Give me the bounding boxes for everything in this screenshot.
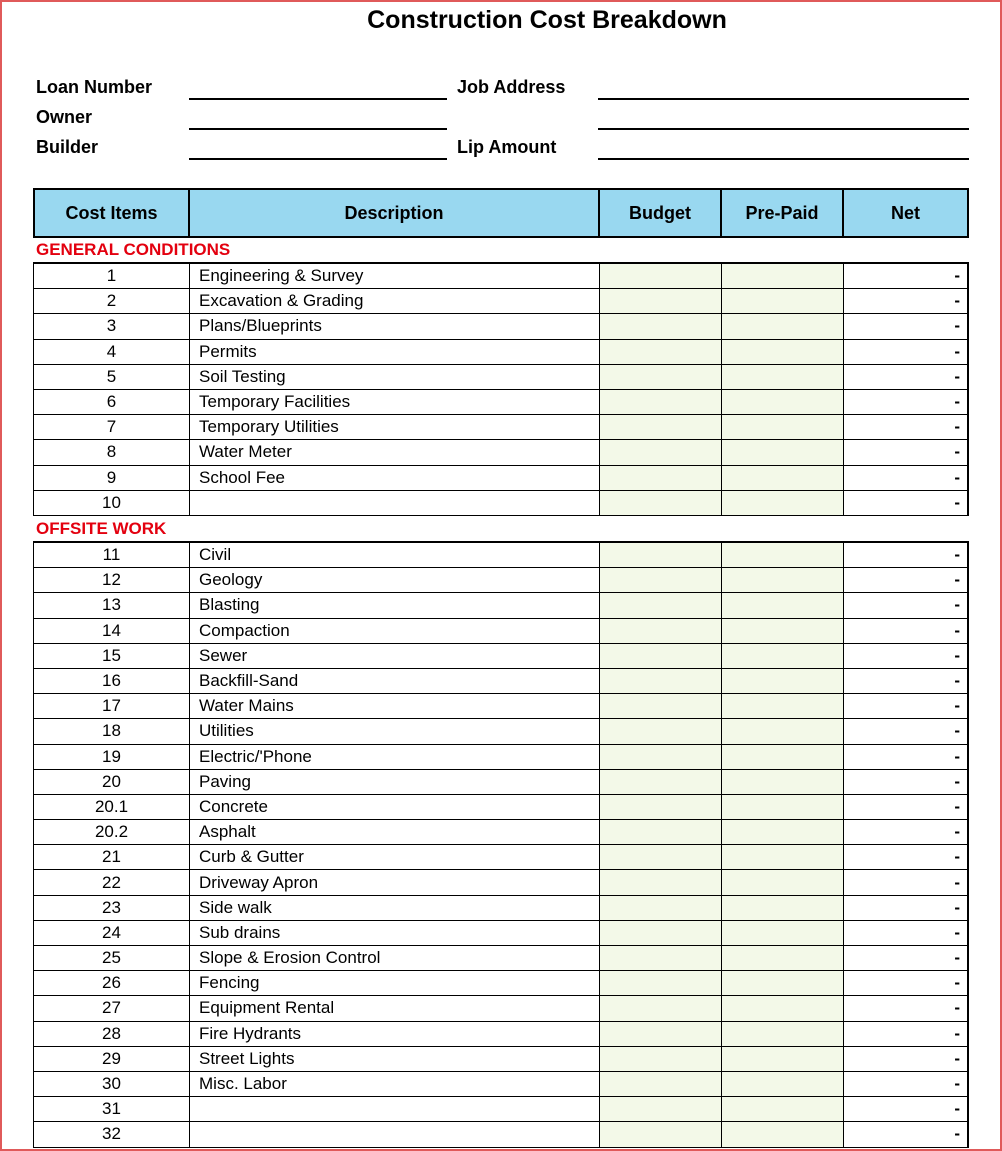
description-cell[interactable] (189, 1097, 599, 1121)
description-cell[interactable]: Water Meter (189, 440, 599, 464)
table-row (33, 1097, 969, 1122)
description-cell[interactable]: Sewer (189, 644, 599, 668)
description-cell[interactable]: Soil Testing (189, 365, 599, 389)
budget-cell[interactable] (599, 921, 721, 945)
cost-item-number: 23 (33, 896, 189, 920)
net-cell: - (843, 996, 969, 1020)
budget-cell[interactable] (599, 1122, 721, 1146)
table-row (33, 971, 969, 996)
net-cell: - (843, 644, 969, 668)
table-row (33, 870, 969, 895)
net-cell: - (843, 390, 969, 414)
budget-cell[interactable] (599, 491, 721, 515)
budget-cell[interactable] (599, 440, 721, 464)
pre-paid-cell[interactable] (721, 1047, 843, 1071)
budget-cell[interactable] (599, 870, 721, 894)
table-row (33, 593, 969, 618)
net-cell: - (843, 1122, 969, 1146)
table-row (33, 921, 969, 946)
table-row (33, 1047, 969, 1072)
description-cell[interactable]: Blasting (189, 593, 599, 617)
cost-item-number: 28 (33, 1022, 189, 1046)
job-address-field[interactable] (598, 98, 969, 100)
pre-paid-cell[interactable] (721, 870, 843, 894)
section-title: GENERAL CONDITIONS (36, 240, 231, 259)
net-cell: - (843, 845, 969, 869)
net-cell: - (843, 491, 969, 515)
lip-amount-label: Lip Amount (457, 137, 557, 157)
table-row (33, 543, 969, 568)
table-row (33, 669, 969, 694)
cost-item-number: 5 (33, 365, 189, 389)
cost-item-number: 8 (33, 440, 189, 464)
budget-cell[interactable] (599, 845, 721, 869)
description-cell[interactable]: Plans/Blueprints (189, 314, 599, 338)
cost-item-number: 10 (33, 491, 189, 515)
net-cell: - (843, 770, 969, 794)
col-pre-paid: Pre-Paid (720, 188, 844, 238)
table-row (33, 946, 969, 971)
budget-cell[interactable] (599, 466, 721, 490)
net-cell: - (843, 568, 969, 592)
cost-item-number: 18 (33, 719, 189, 743)
owner-label: Owner (36, 107, 93, 127)
pre-paid-cell[interactable] (721, 1122, 843, 1146)
description-cell[interactable]: Engineering & Survey (189, 264, 599, 288)
description-cell[interactable]: Backfill-Sand (189, 669, 599, 693)
pre-paid-cell[interactable] (721, 795, 843, 819)
budget-cell[interactable] (599, 390, 721, 414)
pre-paid-cell[interactable] (721, 719, 843, 743)
pre-paid-cell[interactable] (721, 543, 843, 567)
description-cell[interactable]: Street Lights (189, 1047, 599, 1071)
table-row (33, 770, 969, 795)
cost-item-number: 9 (33, 466, 189, 490)
description-cell[interactable]: Misc. Labor (189, 1072, 599, 1096)
pre-paid-cell[interactable] (721, 314, 843, 338)
net-cell: - (843, 593, 969, 617)
budget-cell[interactable] (599, 340, 721, 364)
net-cell: - (843, 669, 969, 693)
net-cell: - (843, 921, 969, 945)
net-cell: - (843, 795, 969, 819)
cost-item-number: 14 (33, 619, 189, 643)
description-cell[interactable]: Equipment Rental (189, 996, 599, 1020)
cost-item-number: 31 (33, 1097, 189, 1121)
offsite-work-table (33, 541, 969, 1148)
description-cell[interactable]: Fire Hydrants (189, 1022, 599, 1046)
pre-paid-cell[interactable] (721, 340, 843, 364)
pre-paid-cell[interactable] (721, 745, 843, 769)
col-cost-items: Cost Items (33, 188, 190, 238)
table-row (33, 264, 969, 289)
pre-paid-cell[interactable] (721, 971, 843, 995)
budget-cell[interactable] (599, 415, 721, 439)
description-cell[interactable]: Electric/'Phone (189, 745, 599, 769)
pre-paid-cell[interactable] (721, 491, 843, 515)
description-cell[interactable]: Water Mains (189, 694, 599, 718)
description-cell[interactable]: Side walk (189, 896, 599, 920)
pre-paid-cell[interactable] (721, 946, 843, 970)
pre-paid-cell[interactable] (721, 896, 843, 920)
budget-cell[interactable] (599, 1097, 721, 1121)
pre-paid-cell[interactable] (721, 669, 843, 693)
page-title: Construction Cost Breakdown (367, 6, 727, 34)
budget-cell[interactable] (599, 694, 721, 718)
cost-item-number: 20.2 (33, 820, 189, 844)
section-title: OFFSITE WORK (36, 519, 167, 538)
pre-paid-cell[interactable] (721, 289, 843, 313)
pre-paid-cell[interactable] (721, 1072, 843, 1096)
table-row (33, 289, 969, 314)
cost-item-number: 30 (33, 1072, 189, 1096)
table-row (33, 340, 969, 365)
pre-paid-cell[interactable] (721, 568, 843, 592)
description-cell[interactable]: Compaction (189, 619, 599, 643)
table-row (33, 390, 969, 415)
pre-paid-cell[interactable] (721, 644, 843, 668)
net-cell: - (843, 264, 969, 288)
budget-cell[interactable] (599, 314, 721, 338)
cost-item-number: 2 (33, 289, 189, 313)
pre-paid-cell[interactable] (721, 694, 843, 718)
net-cell: - (843, 289, 969, 313)
table-row (33, 440, 969, 465)
cost-item-number: 25 (33, 946, 189, 970)
description-cell[interactable]: Paving (189, 770, 599, 794)
net-cell: - (843, 415, 969, 439)
pre-paid-cell[interactable] (721, 921, 843, 945)
table-row (33, 845, 969, 870)
cost-item-number: 1 (33, 264, 189, 288)
budget-cell[interactable] (599, 1072, 721, 1096)
pre-paid-cell[interactable] (721, 770, 843, 794)
net-cell: - (843, 946, 969, 970)
pre-paid-cell[interactable] (721, 845, 843, 869)
budget-cell[interactable] (599, 971, 721, 995)
net-cell: - (843, 896, 969, 920)
table-row (33, 1072, 969, 1097)
job-address-label: Job Address (457, 77, 566, 97)
budget-cell[interactable] (599, 365, 721, 389)
cost-item-number: 21 (33, 845, 189, 869)
cost-item-number: 4 (33, 340, 189, 364)
pre-paid-cell[interactable] (721, 466, 843, 490)
description-cell[interactable] (189, 1122, 599, 1146)
budget-cell[interactable] (599, 896, 721, 920)
builder-field[interactable] (189, 158, 447, 160)
loan-number-label: Loan Number (36, 77, 153, 97)
cost-item-number: 16 (33, 669, 189, 693)
lip-amount-field[interactable] (598, 158, 969, 160)
description-cell[interactable]: Slope & Erosion Control (189, 946, 599, 970)
table-row (33, 568, 969, 593)
cost-item-number: 20.1 (33, 795, 189, 819)
description-cell[interactable]: Temporary Facilities (189, 390, 599, 414)
budget-cell[interactable] (599, 745, 721, 769)
pre-paid-cell[interactable] (721, 593, 843, 617)
cost-item-number: 17 (33, 694, 189, 718)
budget-cell[interactable] (599, 644, 721, 668)
net-cell: - (843, 619, 969, 643)
net-cell: - (843, 820, 969, 844)
cost-item-number: 12 (33, 568, 189, 592)
budget-cell[interactable] (599, 946, 721, 970)
net-cell: - (843, 719, 969, 743)
cost-item-number: 22 (33, 870, 189, 894)
budget-cell[interactable] (599, 289, 721, 313)
pre-paid-cell[interactable] (721, 264, 843, 288)
table-row (33, 466, 969, 491)
net-cell: - (843, 745, 969, 769)
table-row (33, 314, 969, 339)
budget-cell[interactable] (599, 619, 721, 643)
pre-paid-cell[interactable] (721, 619, 843, 643)
cost-item-number: 29 (33, 1047, 189, 1071)
table-row (33, 644, 969, 669)
job-address-field-2[interactable] (598, 128, 969, 130)
pre-paid-cell[interactable] (721, 390, 843, 414)
cost-item-number: 32 (33, 1122, 189, 1146)
cost-item-number: 24 (33, 921, 189, 945)
net-cell: - (843, 971, 969, 995)
general-conditions-table (33, 262, 969, 516)
description-cell[interactable]: Sub drains (189, 921, 599, 945)
col-net: Net (842, 188, 969, 238)
table-row (33, 1122, 969, 1147)
net-cell: - (843, 340, 969, 364)
table-row (33, 820, 969, 845)
table-row (33, 415, 969, 440)
description-cell[interactable]: Driveway Apron (189, 870, 599, 894)
budget-cell[interactable] (599, 568, 721, 592)
builder-label: Builder (36, 137, 99, 157)
net-cell: - (843, 365, 969, 389)
net-cell: - (843, 1022, 969, 1046)
cost-item-number: 3 (33, 314, 189, 338)
cost-item-number: 19 (33, 745, 189, 769)
table-row (33, 365, 969, 390)
budget-cell[interactable] (599, 770, 721, 794)
description-cell[interactable]: Excavation & Grading (189, 289, 599, 313)
net-cell: - (843, 1047, 969, 1071)
description-cell[interactable]: Utilities (189, 719, 599, 743)
pre-paid-cell[interactable] (721, 1097, 843, 1121)
budget-cell[interactable] (599, 669, 721, 693)
net-cell: - (843, 440, 969, 464)
description-cell[interactable]: Curb & Gutter (189, 845, 599, 869)
net-cell: - (843, 466, 969, 490)
cost-item-number: 7 (33, 415, 189, 439)
cost-item-number: 11 (33, 543, 189, 567)
description-cell[interactable]: Temporary Utilities (189, 415, 599, 439)
budget-cell[interactable] (599, 593, 721, 617)
table-row (33, 795, 969, 820)
description-cell[interactable]: Civil (189, 543, 599, 567)
table-row (33, 694, 969, 719)
description-cell[interactable]: Asphalt (189, 820, 599, 844)
net-cell: - (843, 1072, 969, 1096)
cost-item-number: 6 (33, 390, 189, 414)
table-row (33, 996, 969, 1021)
budget-cell[interactable] (599, 1047, 721, 1071)
description-cell[interactable]: Concrete (189, 795, 599, 819)
loan-number-field[interactable] (189, 98, 447, 100)
budget-cell[interactable] (599, 264, 721, 288)
pre-paid-cell[interactable] (721, 996, 843, 1020)
budget-cell[interactable] (599, 795, 721, 819)
table-row (33, 719, 969, 744)
cost-item-number: 27 (33, 996, 189, 1020)
budget-cell[interactable] (599, 1022, 721, 1046)
description-cell[interactable]: Geology (189, 568, 599, 592)
description-cell[interactable]: Permits (189, 340, 599, 364)
net-cell: - (843, 314, 969, 338)
budget-cell[interactable] (599, 543, 721, 567)
pre-paid-cell[interactable] (721, 820, 843, 844)
budget-cell[interactable] (599, 719, 721, 743)
budget-cell[interactable] (599, 820, 721, 844)
owner-field[interactable] (189, 128, 447, 130)
col-description: Description (188, 188, 600, 238)
net-cell: - (843, 694, 969, 718)
description-cell[interactable] (189, 491, 599, 515)
pre-paid-cell[interactable] (721, 365, 843, 389)
cost-item-number: 13 (33, 593, 189, 617)
cost-item-number: 15 (33, 644, 189, 668)
pre-paid-cell[interactable] (721, 1022, 843, 1046)
col-budget: Budget (598, 188, 722, 238)
description-cell[interactable]: School Fee (189, 466, 599, 490)
table-row (33, 619, 969, 644)
pre-paid-cell[interactable] (721, 415, 843, 439)
cost-item-number: 26 (33, 971, 189, 995)
description-cell[interactable]: Fencing (189, 971, 599, 995)
table-row (33, 491, 969, 516)
pre-paid-cell[interactable] (721, 440, 843, 464)
net-cell: - (843, 543, 969, 567)
net-cell: - (843, 1097, 969, 1121)
net-cell: - (843, 870, 969, 894)
budget-cell[interactable] (599, 996, 721, 1020)
cost-item-number: 20 (33, 770, 189, 794)
table-row (33, 896, 969, 921)
table-row (33, 1022, 969, 1047)
table-row (33, 745, 969, 770)
